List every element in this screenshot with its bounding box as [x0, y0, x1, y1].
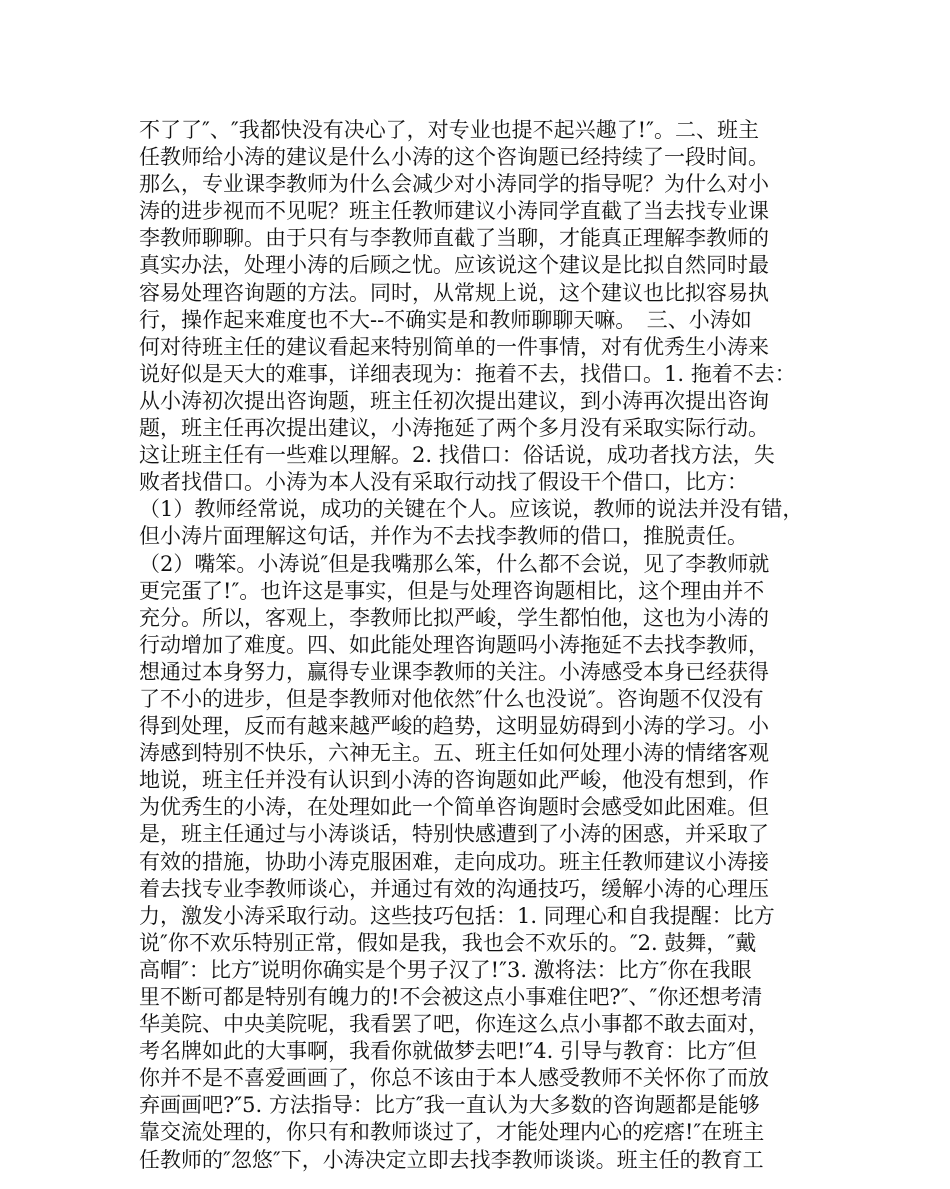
text-line: 从小涛初次提出咨询题，班主任初次提出建议，到小涛再次提出咨询: [139, 388, 769, 413]
text-line: 这让班主任有一些难以理解。2. 找借口：俗话说，成功者找方法，失: [139, 443, 775, 468]
text-line: 力，激发小涛采取行动。这些技巧包括：1. 同理心和自我提醒：比方: [139, 903, 775, 928]
text-line: 是，班主任通过与小涛谈话，特别快感遭到了小涛的困惑，并采取了: [139, 822, 769, 847]
text-line: 行，操作起来难度也不大--不确实是和教师聊聊天嘛。 三、小涛如: [139, 307, 752, 332]
text-line: 任教师给小涛的建议是什么小涛的这个咨询题已经持续了一段时间。: [139, 145, 769, 170]
text-line: 涛感到特别不快乐，六神无主。五、班主任如何处理小涛的情绪客观: [139, 741, 769, 766]
text-line: 考名牌如此的大事啊，我看你就做梦去吧!″4. 引导与教育：比方″但: [139, 1039, 757, 1064]
text-line: 那么，专业课李教师为什么会减少对小涛同学的指导呢？为什么对小: [139, 172, 769, 197]
text-line: 但小涛片面理解这句话，并作为不去找李教师的借口，推脱责任。: [139, 524, 748, 549]
text-line: 败者找借口。小涛为本人没有采取行动找了假设干个借口，比方：: [139, 470, 748, 495]
text-line: 容易处理咨询题的方法。同时，从常规上说，这个建议也比拟容易执: [139, 280, 769, 305]
text-line: 靠交流处理的，你只有和教师谈过了，才能处理内心的疙瘩!″在班主: [139, 1120, 765, 1145]
text-line: 为优秀生的小涛，在处理如此一个简单咨询题时会感受如此困难。但: [139, 795, 769, 820]
text-line: 行动增加了难度。四、如此能处理咨询题吗小涛拖延不去找李教师，: [139, 632, 769, 657]
text-line: 充分。所以，客观上，李教师比拟严峻，学生都怕他，这也为小涛的: [139, 605, 769, 630]
text-line: （2）嘴笨。小涛说″但是我嘴那么笨，什么都不会说，见了李教师就: [139, 551, 770, 576]
text-line: 想通过本身努力，赢得专业课李教师的关注。小涛感受本身已经获得: [139, 659, 769, 684]
text-line: 着去找专业李教师谈心，并通过有效的沟通技巧，缓解小涛的心理压: [139, 876, 769, 901]
text-line: 涛的进步视而不见呢？班主任教师建议小涛同学直截了当去找专业课: [139, 199, 769, 224]
text-line: 任教师的″忽悠″下，小涛决定立即去找李教师谈谈。班主任的教育工: [139, 1147, 764, 1172]
text-line: 题，班主任再次提出建议，小涛拖延了两个多月没有采取实际行动。: [139, 416, 769, 441]
body-text: [139, 117, 829, 1174]
text-line: （1）教师经常说，成功的关键在个人。应该说，教师的说法并没有错，: [139, 497, 804, 522]
text-line: 里不断可都是特别有魄力的!不会被这点小事难住吧?″、″你还想考清: [139, 985, 763, 1009]
text-line: 何对待班主任的建议看起来特别简单的一件事情，对有优秀生小涛来: [139, 334, 769, 359]
text-line: 说″你不欢乐特别正常，假如是我，我也会不欢乐的。″2. 鼓舞，″戴: [139, 930, 757, 955]
text-line: 地说，班主任并没有认识到小涛的咨询题如此严峻，他没有想到，作: [139, 768, 769, 793]
text-line: 真实办法，处理小涛的后顾之忧。应该说这个建议是比拟自然同时最: [139, 253, 769, 278]
text-line: 李教师聊聊。由于只有与李教师直截了当聊，才能真正理解李教师的: [139, 226, 769, 251]
text-line: 了不小的进步，但是李教师对他依然″什么也没说″。咨询题不仅没有: [139, 686, 764, 711]
text-line: 更完蛋了!″。也许这是事实，但是与处理咨询题相比，这个理由并不: [139, 578, 765, 603]
text-line: 华美院、中央美院呢，我看罢了吧，你连这么点小事都不敢去面对，: [139, 1012, 769, 1037]
text-line: 弃画画吧?″5. 方法指导：比方″我一直认为大多数的咨询题都是能够: [139, 1093, 760, 1118]
text-line: 你并不是不喜爱画画了，你总不该由于本人感受教师不关怀你了而放: [139, 1066, 769, 1091]
text-line: 不了了″、″我都快没有决心了，对专业也提不起兴趣了!″。二、班主: [139, 118, 759, 142]
text-line: 得到处理，反而有越来越严峻的趋势，这明显妨碍到小涛的学习。小: [139, 714, 769, 739]
text-line: 有效的措施，协助小涛克服困难，走向成功。班主任教师建议小涛接: [139, 849, 769, 874]
text-line: 高帽″：比方″说明你确实是个男子汉了!″3. 激将法：比方″你在我眼: [139, 957, 752, 982]
text-line: 说好似是天大的难事，详细表现为：拖着不去，找借口。1. 拖着不去：: [139, 361, 796, 386]
